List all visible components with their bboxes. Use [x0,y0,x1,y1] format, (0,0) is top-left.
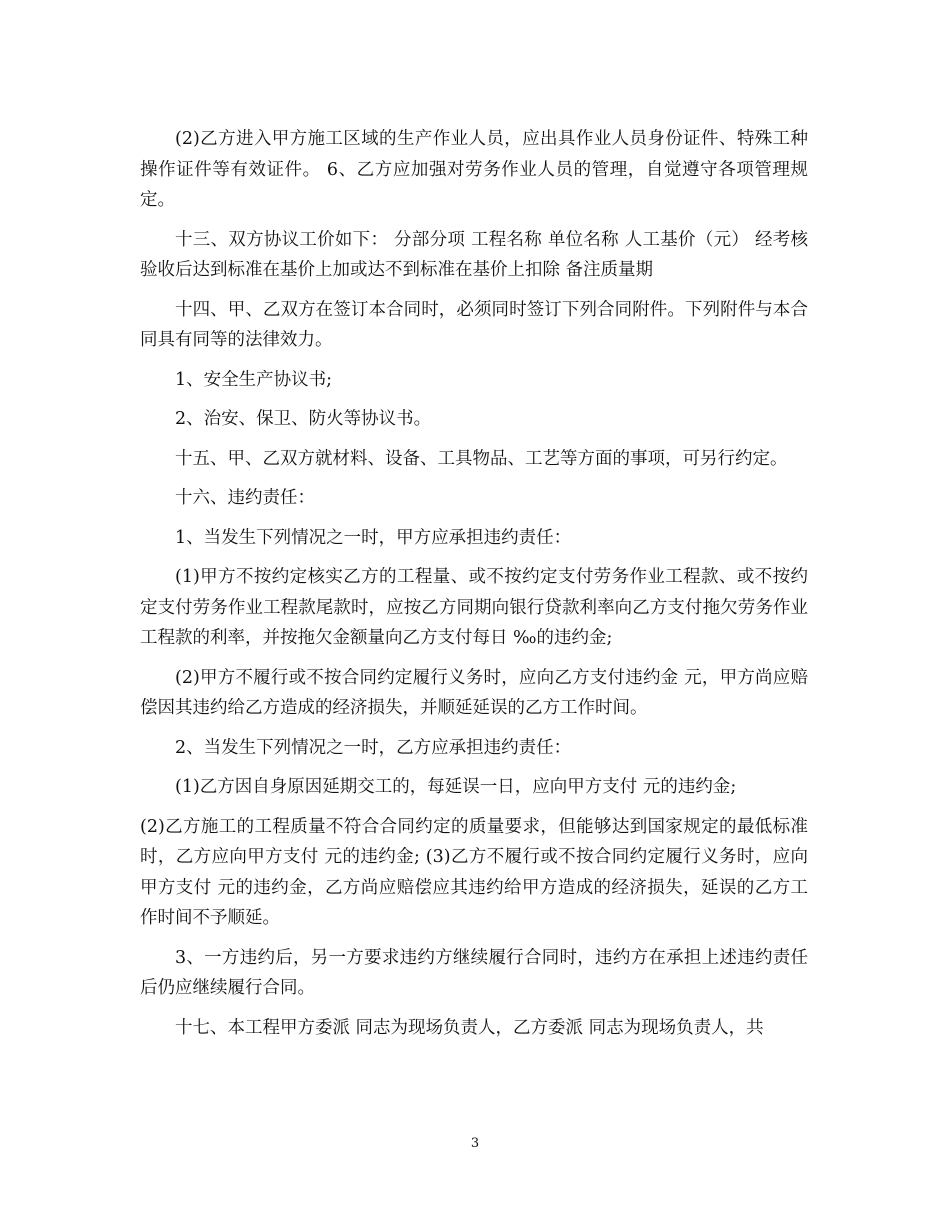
paragraph-party-b-liability-1: (1)乙方因自身原因延期交工的，每延误一日，应向甲方支付 元的违约金; [175,777,737,797]
paragraph-party-b-liability-intro: 2、当发生下列情况之一时，乙方应承担违约责任： [175,737,572,758]
paragraph-section-13-wage: 十三、双方协议工价如下： 分部分项 工程名称 单位名称 人工基价（元） 经考核验收后达到标准在基价上加或达不到标准在基价上扣除 备注质量期 [140,229,808,280]
paragraph-worker-certificates: (2)乙方进入甲方施工区域的生产作业人员，应出具作业人员身份证件、特殊工种操作证件等有效证件。 6、乙方应加强对劳务作业人员的管理，自觉遵守各项管理规定。 [140,129,808,210]
paragraph-attachment-1: 1、安全生产协议书; [175,369,333,390]
paragraph-party-a-liability-2: (2)甲方不履行或不按合同约定履行义务时，应向乙方支付违约金 元，甲方尚应赔偿因其违约给乙方造成的经济损失，并顺延延误的乙方工作时间。 [140,667,808,718]
page-number: 3 [470,1136,480,1151]
document-body [140,124,808,1052]
paragraph-section-16-heading: 十六、违约责任： [175,488,315,508]
paragraph-section-17-representatives: 十七、本工程甲方委派 同志为现场负责人，乙方委派 同志为现场负责人，共 [175,1017,764,1038]
paragraph-party-a-liability-intro: 1、当发生下列情况之一时，甲方应承担违约责任： [175,527,572,548]
paragraph-continued-performance: 3、一方违约后，另一方要求违约方继续履行合同时，违约方在承担上述违约责任后仍应继续履行合同。 [140,947,808,998]
paragraph-section-14-attachments: 十四、甲、乙双方在签订本合同时，必须同时签订下列合同附件。下列附件与本合同具有同等的法律效力。 [140,299,808,350]
paragraph-section-15-materials: 十五、甲、乙双方就材料、设备、工具物品、工艺等方面的事项，可另行约定。 [175,448,788,469]
paragraph-party-b-liability-2-3: (2)乙方施工的工程质量不符合合同约定的质量要求，但能够达到国家规定的最低标准时，乙方应向甲方支付 元的违约金; (3)乙方不履行或不按合同约定履行义务时，应向甲方支付 元的违约金，乙方尚应赔偿应其违约给甲方造成的经济损失，延误的乙方工作时间不予顺延。 [140,816,808,928]
paragraph-party-a-liability-1: (1)甲方不按约定核实乙方的工程量、或不按约定支付劳务作业工程款、或不按约定支付劳务作业工程款尾款时，应按乙方同期向银行贷款利率向乙方支付拖欠劳务作业工程款的利率，并按拖欠金额量向乙方支付每日 ‰的违约金; [140,567,808,648]
paragraph-attachment-2: 2、治安、保卫、防火等协议书。 [175,409,432,429]
